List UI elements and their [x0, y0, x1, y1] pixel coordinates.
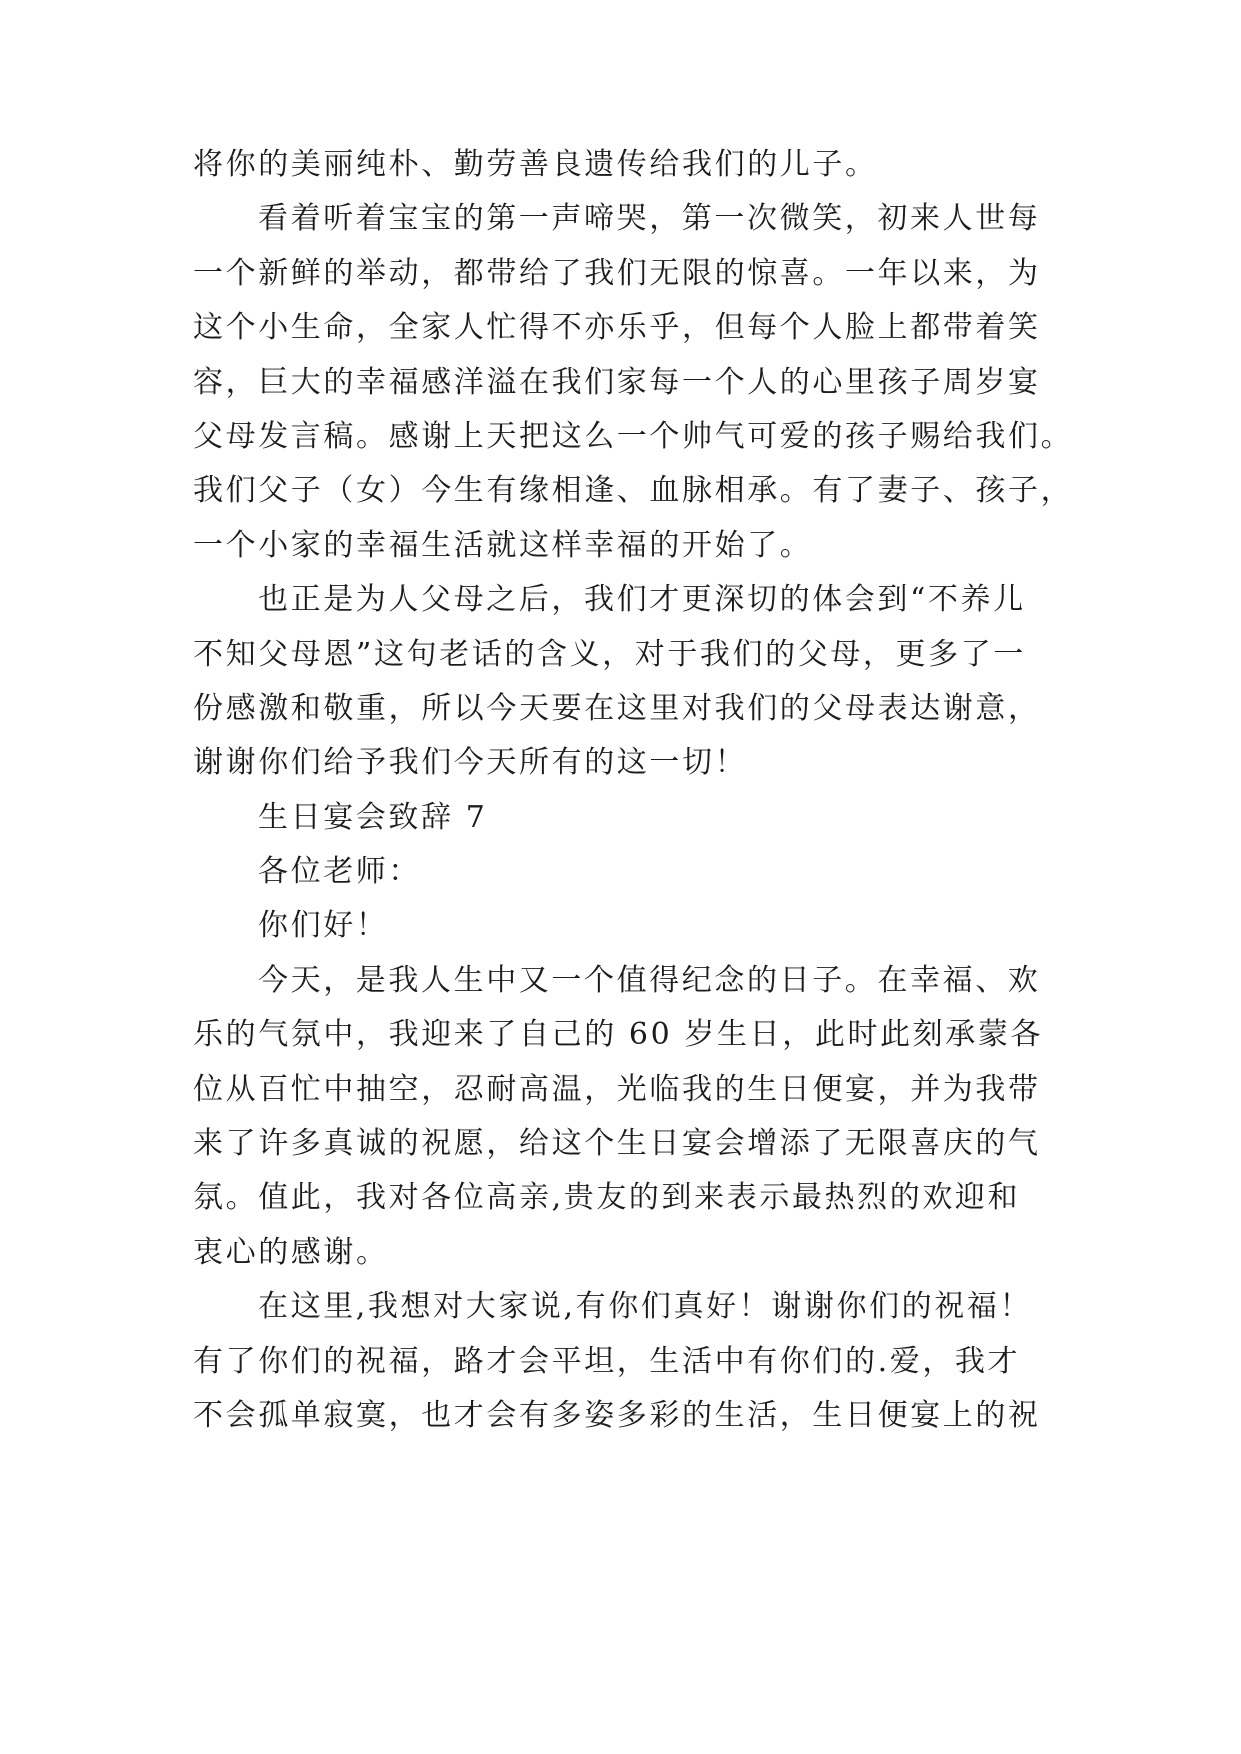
text-line: 我们父子（女）今生有缘相逢、血脉相承。有了妻子、孩子，: [193, 473, 1074, 509]
text-line: 来了许多真诚的祝愿，给这个生日宴会增添了无限喜庆的气: [193, 1126, 1041, 1162]
text-line: 衷心的感谢。: [193, 1234, 389, 1270]
paragraph: [193, 573, 1093, 791]
text-line: 份感激和敬重，所以今天要在这里对我们的父母表达谢意，: [193, 690, 1041, 726]
text-line: 今天，是我人生中又一个值得纪念的日子。在幸福、欢: [258, 962, 1041, 998]
paragraph: [193, 192, 1093, 573]
text-line: 乐的气氛中，我迎来了自己的 60 岁生日，此时此刻承蒙各: [193, 1017, 1044, 1053]
document-body: [193, 138, 1093, 1443]
paragraph: [193, 1280, 1093, 1443]
text-line: 不会孤单寂寞，也才会有多姿多彩的生活，生日便宴上的祝: [193, 1397, 1041, 1433]
section-heading: [193, 791, 1093, 845]
salutation-text: 各位老师：: [258, 854, 421, 890]
text-line: 这个小生命，全家人忙得不亦乐乎，但每个人脸上都带着笑: [193, 310, 1041, 346]
text-line: 谢谢你们给予我们今天所有的这一切！: [193, 745, 748, 781]
text-line: 一个新鲜的举动，都带给了我们无限的惊喜。一年以来，为: [193, 255, 1041, 291]
salutation: [193, 845, 1093, 899]
text-line: 父母发言稿。感谢上天把这么一个帅气可爱的孩子赐给我们。: [193, 418, 1074, 454]
paragraph: [193, 954, 1093, 1280]
text-line: 也正是为人父母之后，我们才更深切的体会到“不养儿: [258, 582, 1026, 618]
greeting-text: 你们好！: [258, 908, 389, 944]
text-line: 有了你们的祝福，路才会平坦，生活中有你们的.爱，我才: [193, 1343, 1021, 1379]
text-line: 氛。值此，我对各位高亲,贵友的到来表示最热烈的欢迎和: [193, 1180, 1021, 1216]
text-line: 一个小家的幸福生活就这样幸福的开始了。: [193, 527, 813, 563]
text-line: 将你的美丽纯朴、勤劳善良遗传给我们的儿子。: [193, 147, 878, 182]
text-line: 位从百忙中抽空，忍耐高温，光临我的生日便宴，并为我带: [193, 1071, 1041, 1107]
text-line: 不知父母恩”这句老话的含义，对于我们的父母，更多了一: [193, 636, 1026, 672]
section-heading-text: 生日宴会致辞 7: [258, 799, 488, 835]
text-line: 在这里,我想对大家说,有你们真好！谢谢你们的祝福！: [258, 1289, 1033, 1325]
paragraph: [193, 138, 1093, 192]
greeting: [193, 899, 1093, 953]
text-line: 看着听着宝宝的第一声啼哭，第一次微笑，初来人世每: [258, 201, 1041, 237]
text-line: 容，巨大的幸福感洋溢在我们家每一个人的心里孩子周岁宴: [193, 364, 1041, 400]
